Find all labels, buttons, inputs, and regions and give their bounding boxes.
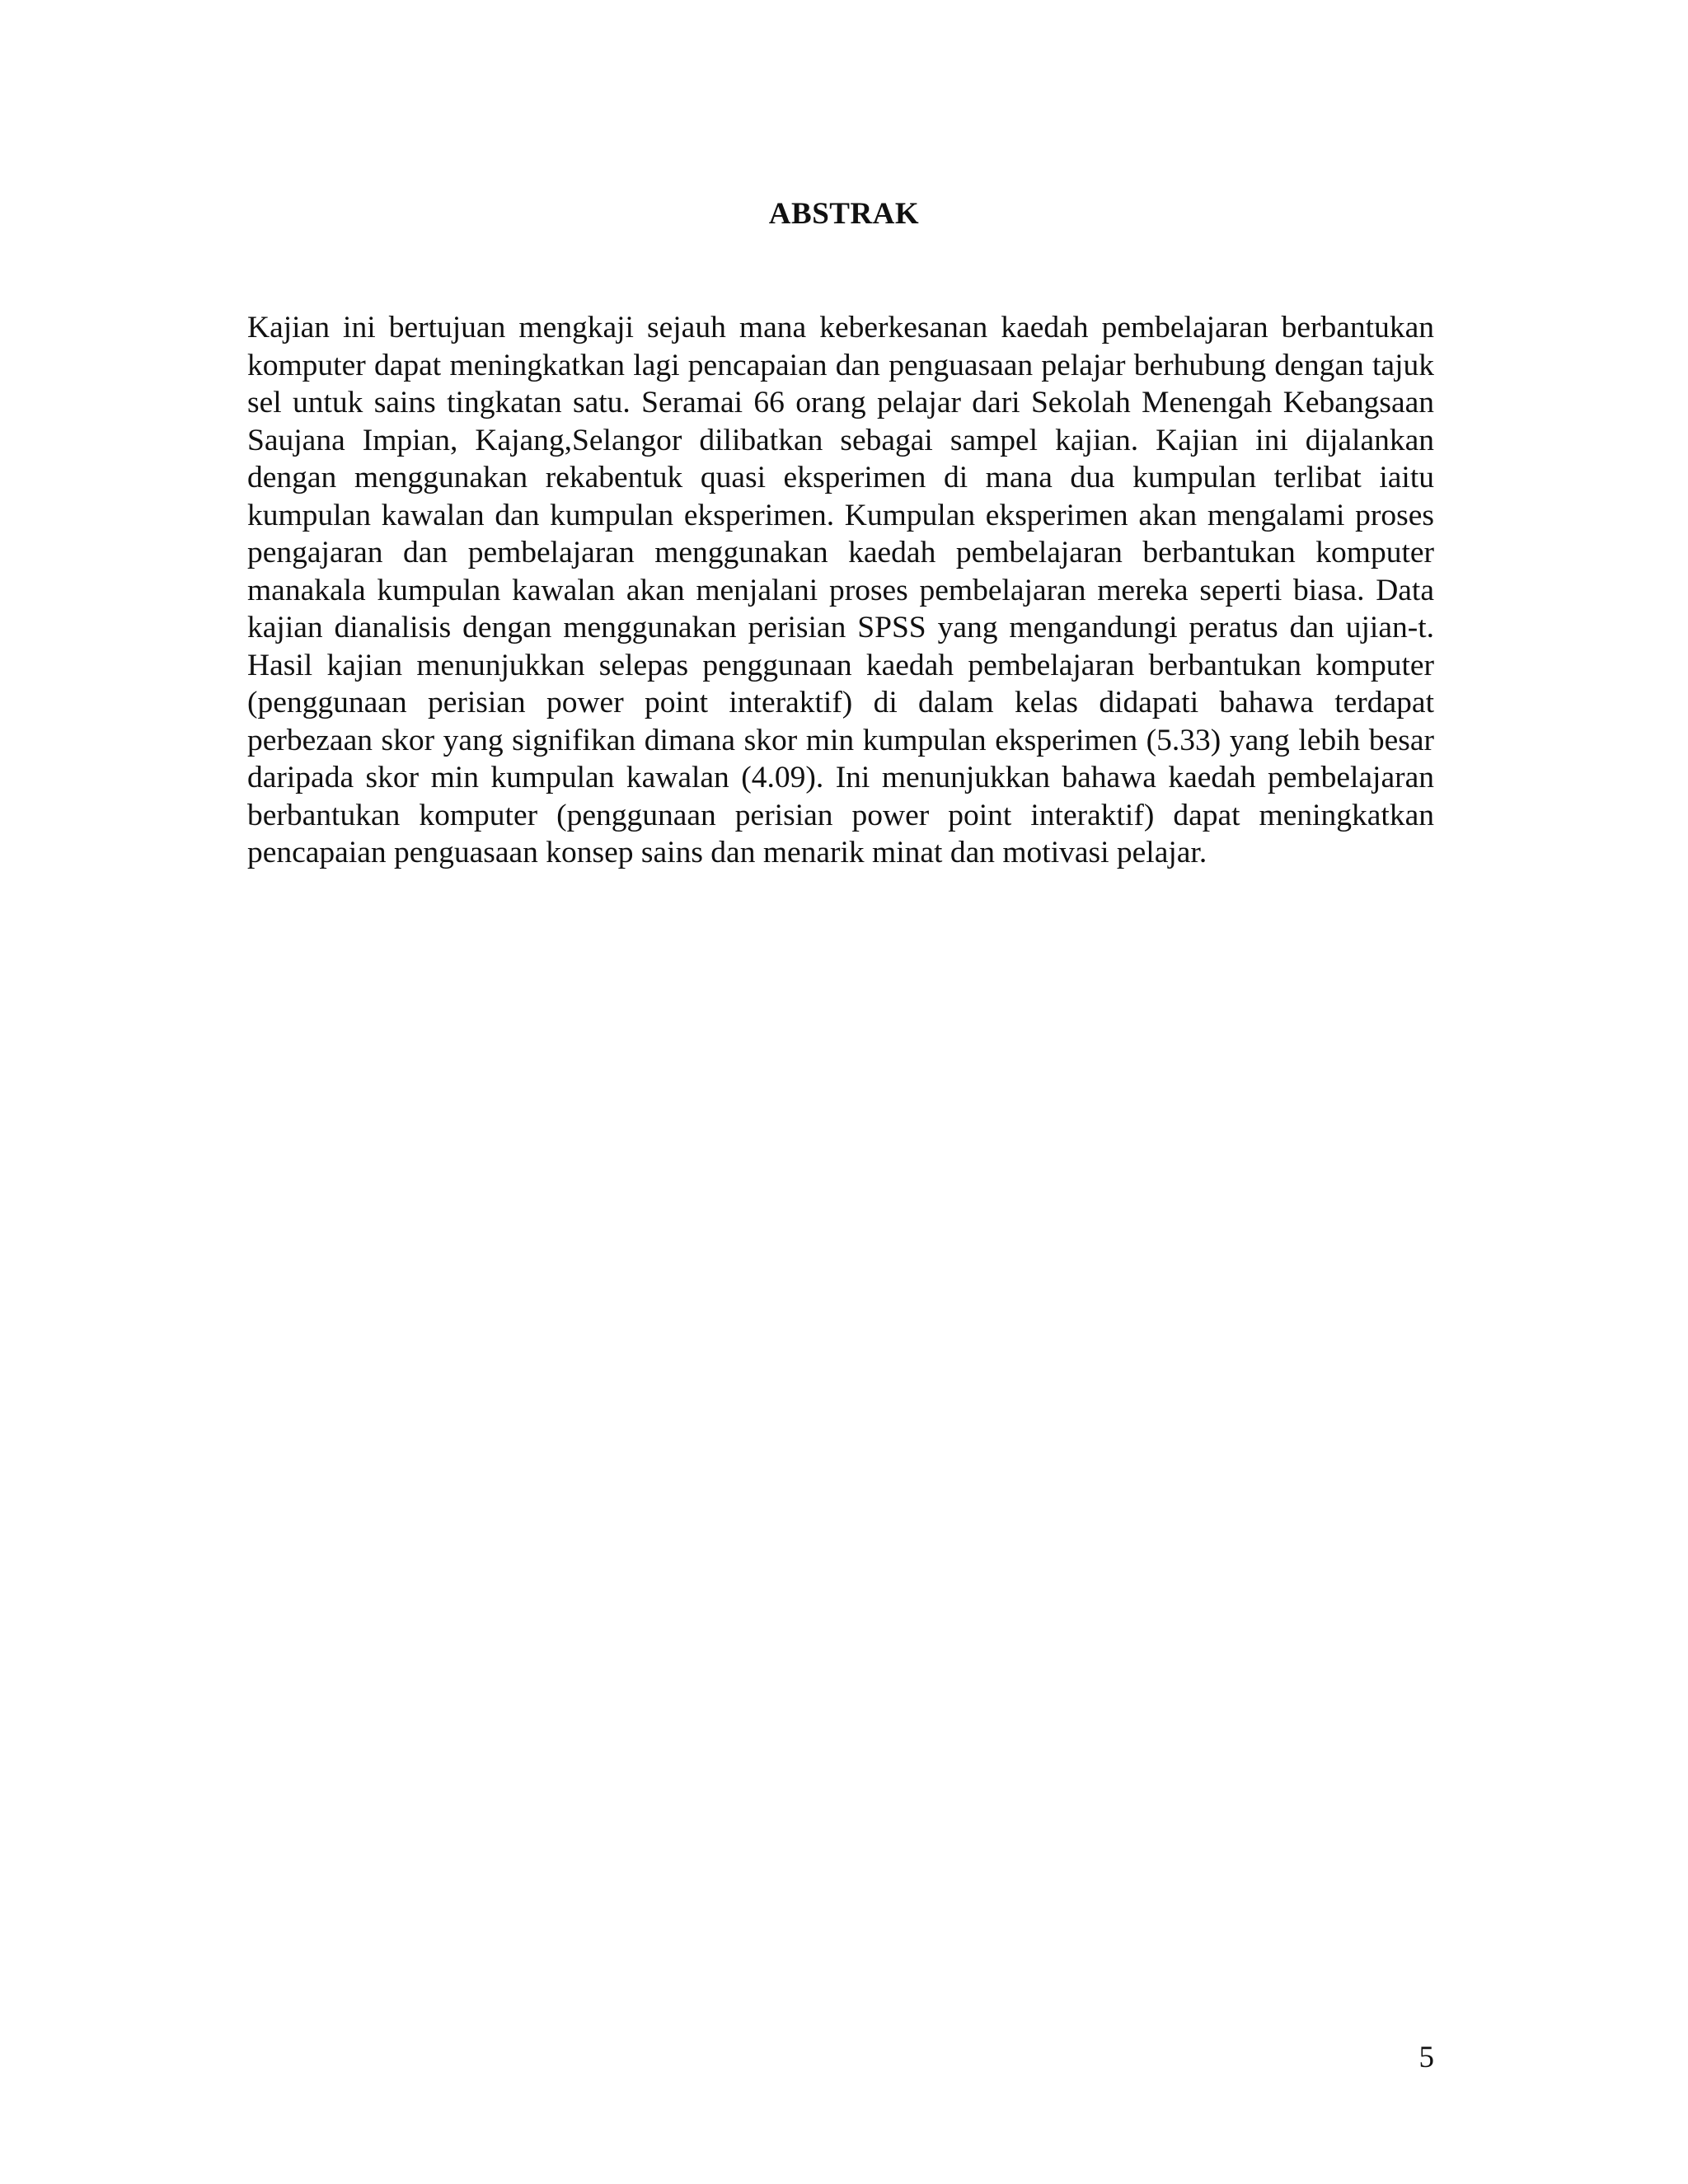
page-title: ABSTRAK: [768, 197, 920, 231]
abstract-paragraph: Kajian ini bertujuan mengkaji sejauh mana keberkesanan kaedah pembelajaran berbantukan komputer dapat meningkatkan lagi pencapaian dan penguasaan pelajar berhubung dengan tajuk sel untuk sains tingkatan satu. Seramai 66 orang pelajar dari Sekolah Menengah Kebangsaan Saujana Impian, Kajang,Selangor dilibatkan sebagai sampel kajian. Kajian ini dijalankan dengan menggunakan rekabentuk quasi eksperimen di mana dua kumpulan terlibat iaitu kumpulan kawalan dan kumpulan eksperimen. Kumpulan eksperimen akan mengalami proses pengajaran dan pembelajaran menggunakan kaedah pembelajaran berbantukan komputer manakala kumpulan kawalan akan menjalani proses pembelajaran mereka seperti biasa. Data kajian dianalisis dengan menggunakan perisian SPSS yang mengandungi peratus dan ujian-t. Hasil kajian menunjukkan selepas penggunaan kaedah pembelajaran berbantukan komputer (penggunaan perisian power point interaktif) di dalam kelas didapati bahawa terdapat perbezaan skor yang signifikan dimana skor min kumpulan eksperimen (5.33) yang lebih besar daripada skor min kumpulan kawalan (4.09). Ini menunjukkan bahawa kaedah pembelajaran berbantukan komputer (penggunaan perisian power point interaktif) dapat meningkatkan pencapaian penguasaan konsep sains dan menarik minat dan motivasi pelajar.: [247, 311, 1434, 869]
page-number: 5: [1418, 2041, 1434, 2074]
